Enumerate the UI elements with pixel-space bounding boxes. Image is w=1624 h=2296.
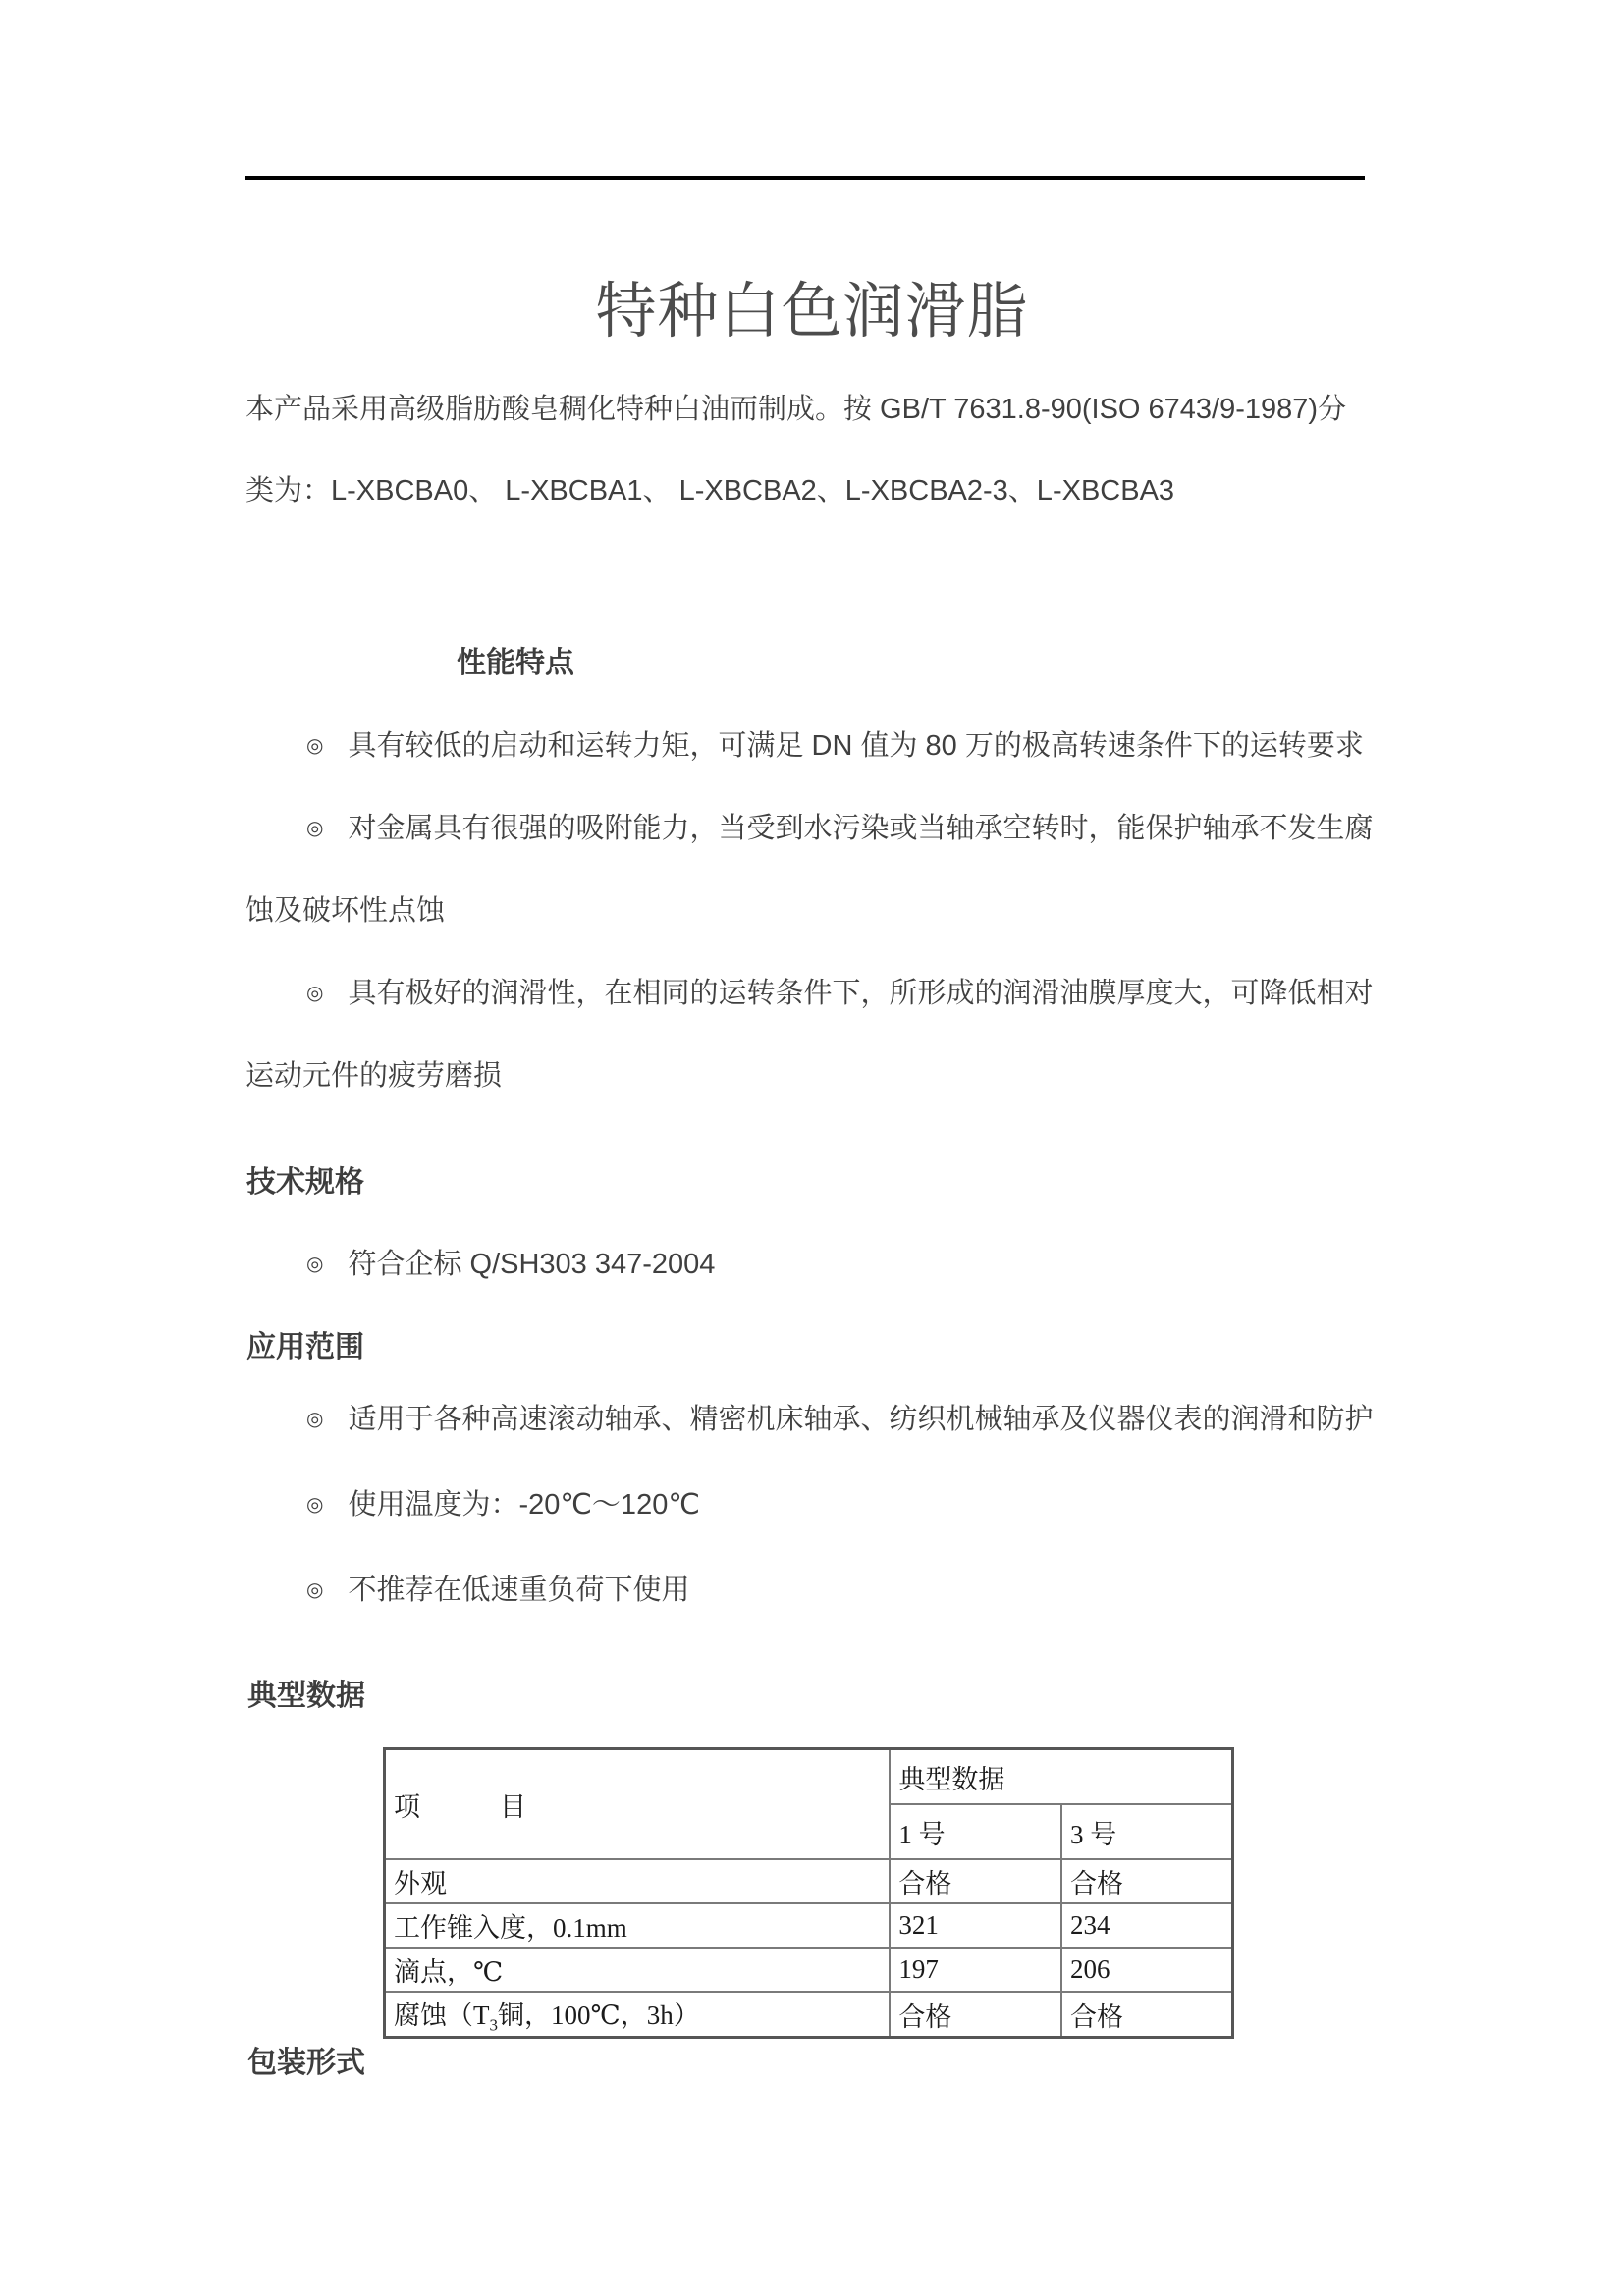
top-divider-line [245, 176, 1365, 180]
applications-bullet-3 [306, 1574, 689, 1607]
table-row-corrosion [385, 1992, 1233, 2038]
table-header-item-cell: 项 目 [385, 1749, 891, 1860]
performance-bullet-1-text: 具有较低的启动和运转力矩，可满足 DN 值为 80 万的极高转速条件下的运转要求 [348, 730, 1364, 762]
circle-bullet-icon: ◎ [306, 1579, 324, 1601]
specs-bullet-1-text: 符合企标 Q/SH303 347-2004 [348, 1249, 716, 1280]
section-heading-specs: 技术规格 [246, 1166, 364, 1199]
circle-bullet-icon: ◎ [306, 1254, 324, 1275]
section-heading-performance: 性能特点 [457, 647, 574, 679]
table-row-dropping-point [385, 1948, 1233, 1992]
performance-bullet-3 [306, 977, 1373, 1010]
table-header-group-cell: 典型数据 [890, 1749, 1232, 1805]
row-value-1: 合格 [890, 1992, 1061, 2038]
performance-bullet-1 [306, 729, 1364, 763]
applications-bullet-1-text: 适用于各种高速滚动轴承、精密机床轴承、纺织机械轴承及仪器仪表的润滑和防护 [348, 1404, 1374, 1435]
intro-line-1: 本产品采用高级脂肪酸皂稠化特种白油而制成。按 GB/T 7631.8-90(ISO 6743/9-1987)分 [245, 394, 1347, 425]
specs-bullet-1 [306, 1248, 715, 1281]
row-value-1: 合格 [890, 1859, 1061, 1903]
row-value-1: 321 [890, 1903, 1061, 1948]
row-value-2: 合格 [1061, 1992, 1233, 2038]
row-label: 工作锥入度，0.1mm [385, 1903, 891, 1948]
typical-data-table [383, 1747, 1234, 2039]
intro-line-2: 类为：L-XBCBA0、 L-XBCBA1、 L-XBCBA2、L-XBCBA2-3、L-XBCBA3 [245, 475, 1175, 507]
applications-bullet-1 [306, 1403, 1373, 1436]
table-row-appearance [385, 1859, 1233, 1903]
circle-bullet-icon: ◎ [306, 1409, 324, 1430]
row-label: 滴点，℃ [385, 1948, 891, 1992]
circle-bullet-icon: ◎ [306, 735, 324, 757]
applications-bullet-3-text: 不推荐在低速重负荷下使用 [348, 1575, 690, 1606]
row-label: 外观 [385, 1859, 891, 1903]
table-grade1-cell: 1 号 [890, 1804, 1061, 1859]
table-grade2-cell: 3 号 [1061, 1804, 1233, 1859]
section-heading-applications: 应用范围 [246, 1331, 364, 1363]
performance-bullet-3-text: 具有极好的润滑性，在相同的运转条件下，所形成的润滑油膜厚度大，可降低相对 [348, 978, 1374, 1009]
row-label: 腐蚀（$T_3$铜，100℃，3h） [385, 1992, 891, 2038]
table-header-row-1 [385, 1749, 1233, 1805]
circle-bullet-icon: ◎ [306, 818, 324, 839]
document-title: 特种白色润滑脂 [595, 278, 1029, 346]
applications-bullet-2-text: 使用温度为：-20℃～120℃ [348, 1489, 700, 1521]
row-value-1: 197 [890, 1948, 1061, 1992]
circle-bullet-icon: ◎ [306, 983, 324, 1004]
row-value-2: 206 [1061, 1948, 1233, 1992]
table-row-penetration [385, 1903, 1233, 1948]
row-value-2: 合格 [1061, 1859, 1233, 1903]
row-value-2: 234 [1061, 1903, 1233, 1948]
section-heading-packaging: 包装形式 [247, 2047, 365, 2079]
applications-bullet-2 [306, 1488, 700, 1522]
performance-bullet-2 [306, 812, 1373, 845]
circle-bullet-icon: ◎ [306, 1494, 324, 1516]
document-content [245, 0, 1379, 2296]
performance-bullet-3-continuation: 运动元件的疲劳磨损 [245, 1060, 503, 1092]
section-heading-typical-data: 典型数据 [247, 1680, 365, 1712]
performance-bullet-2-text: 对金属具有很强的吸附能力，当受到水污染或当轴承空转时，能保护轴承不发生腐 [348, 813, 1374, 844]
performance-bullet-2-continuation: 蚀及破坏性点蚀 [245, 895, 446, 927]
